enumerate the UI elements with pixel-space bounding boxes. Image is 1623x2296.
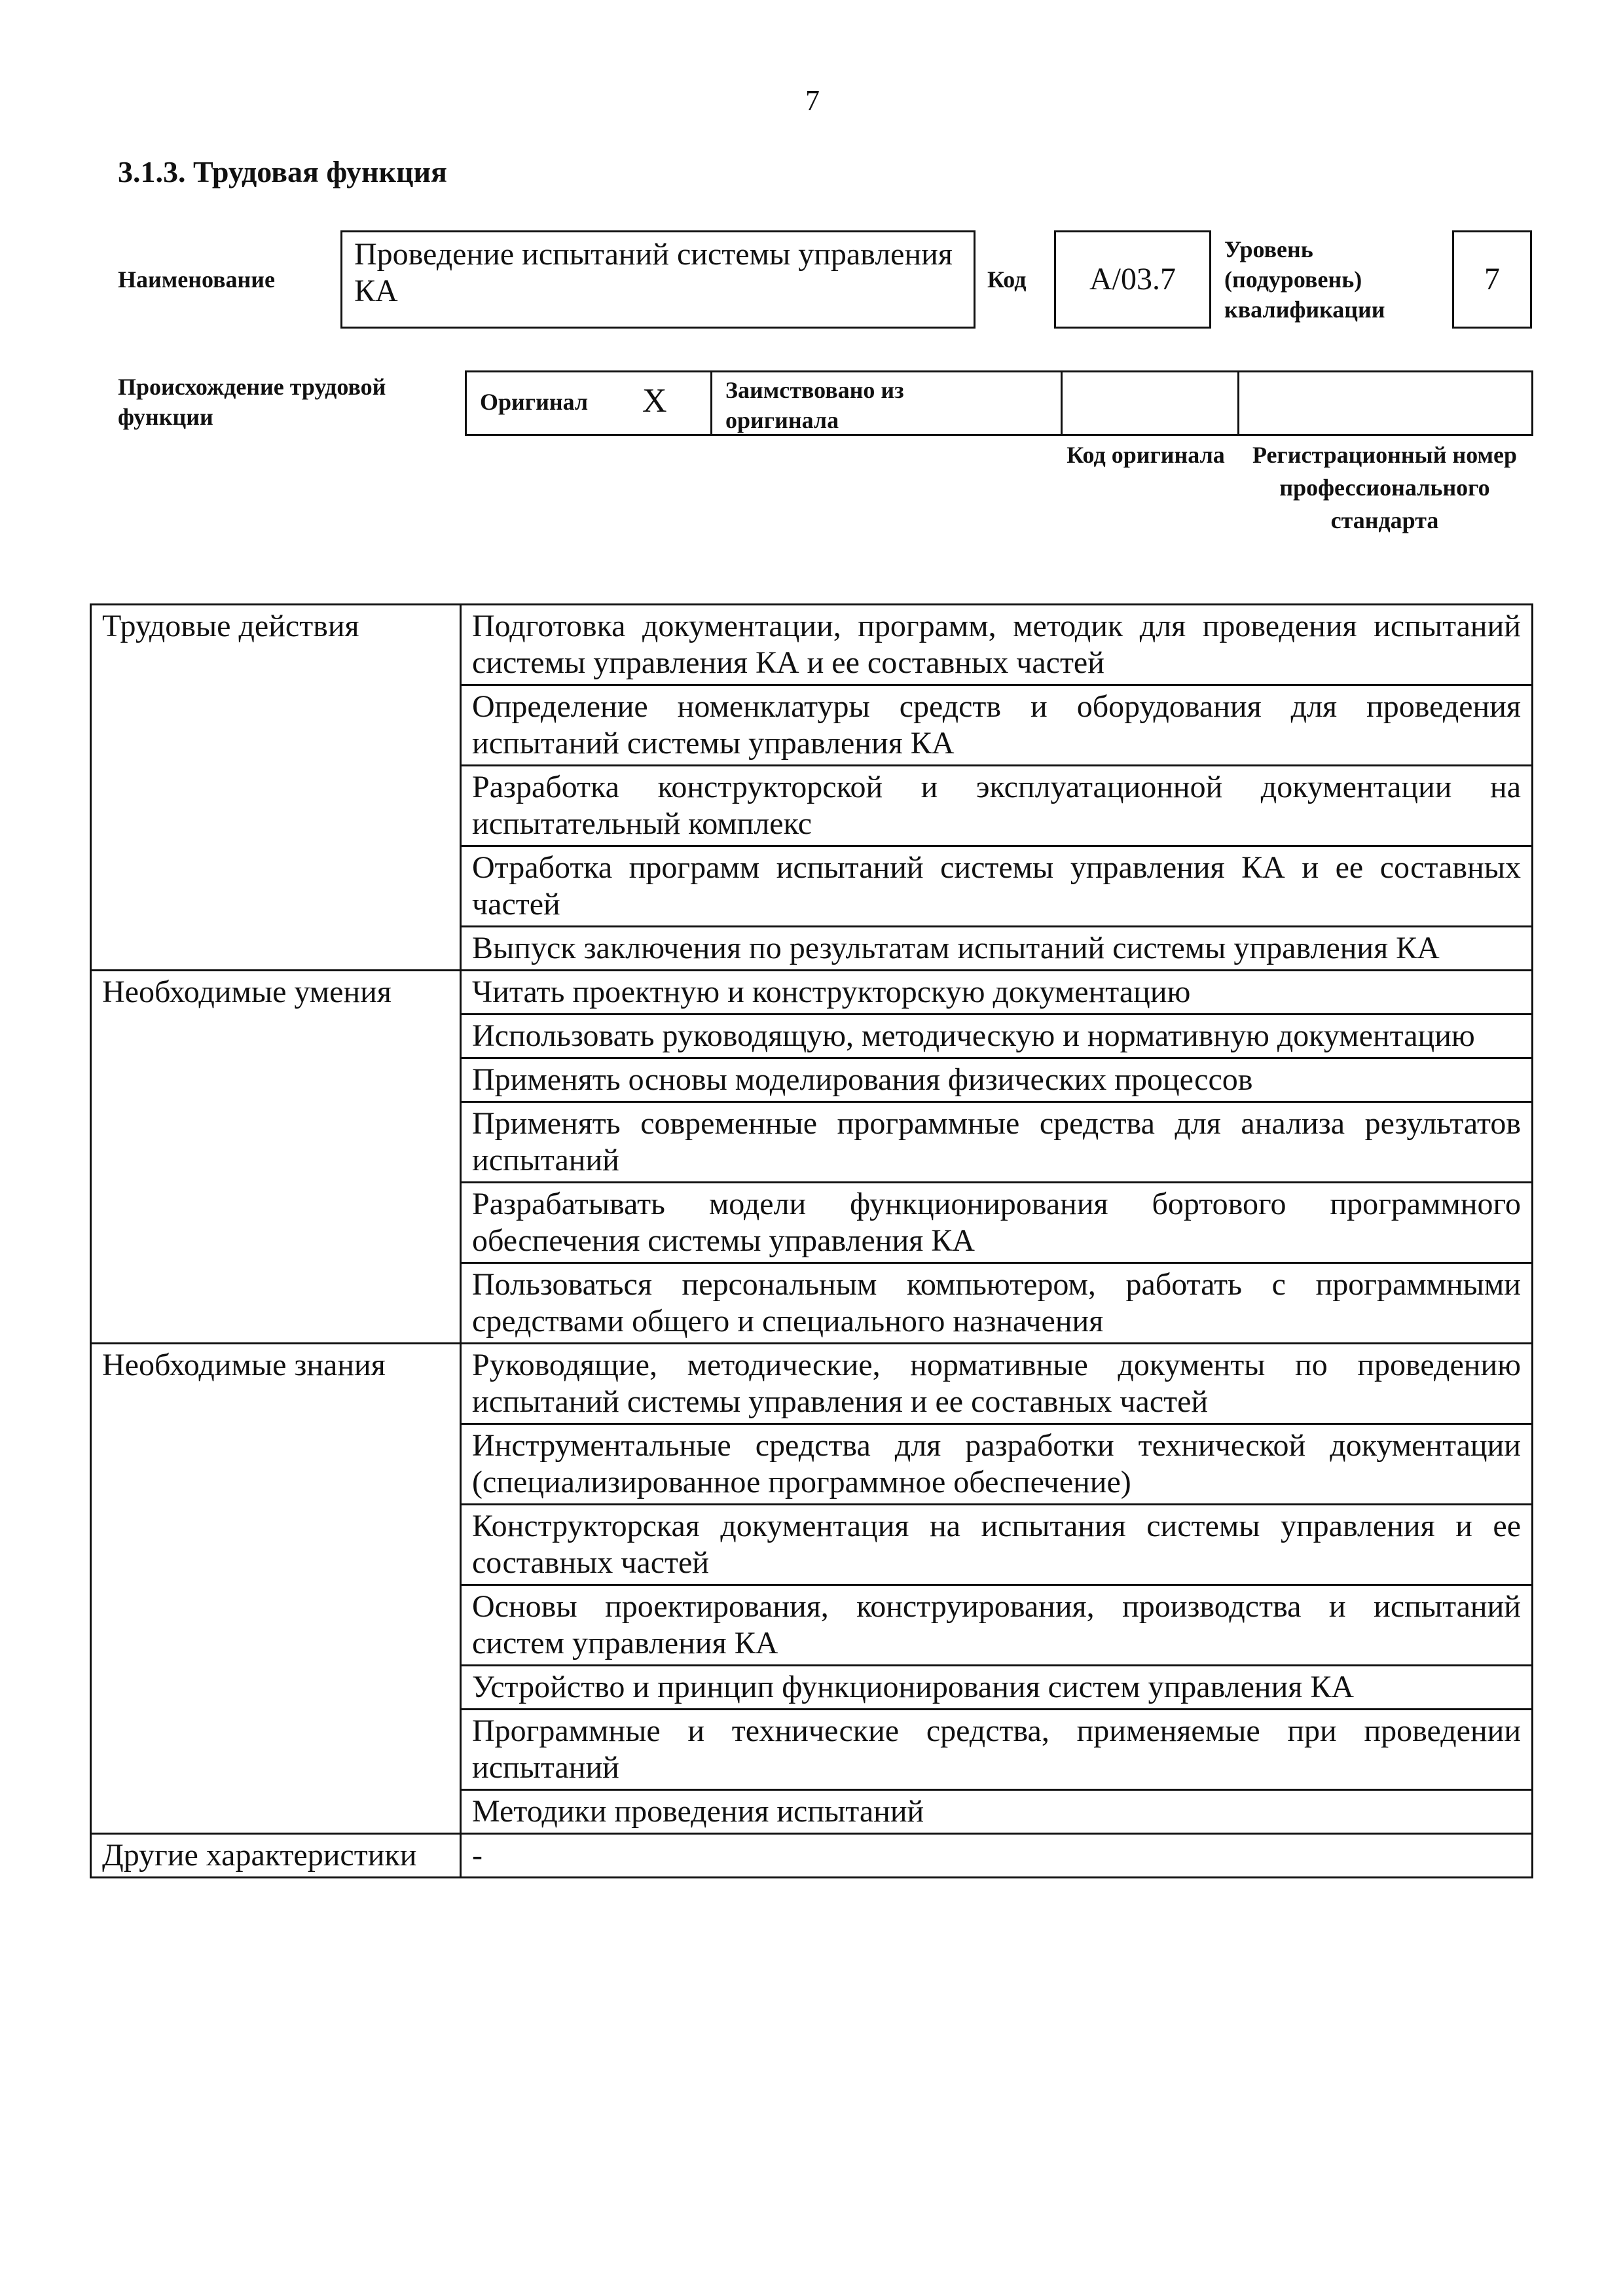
code-value: А/03.7	[1089, 262, 1176, 296]
other-label: Другие характеристики	[91, 1834, 461, 1878]
origin-label: Происхождение трудовой функции	[118, 374, 386, 430]
knowledge-item: Основы проектирования, конструирования, производства и испытаний систем управления КА	[461, 1585, 1533, 1666]
knowledge-item: Методики проведения испытаний	[461, 1790, 1533, 1834]
skill-item: Читать проектную и конструкторскую документацию	[461, 971, 1533, 1014]
action-item: Подготовка документации, программ, методик для проведения испытаний системы управления КА и ее составных частей	[461, 605, 1533, 685]
actions-label: Трудовые действия	[91, 605, 461, 971]
knowledge-item: Руководящие, методические, нормативные документы по проведению испытаний системы управления и ее составных частей	[461, 1344, 1533, 1424]
page-number: 7	[805, 84, 820, 117]
other-value: -	[461, 1834, 1533, 1878]
origin-code-cell	[1063, 372, 1239, 434]
table-row	[91, 1834, 1533, 1878]
original-mark: Х	[642, 382, 667, 420]
skill-item: Применять основы моделирования физических процессов	[461, 1058, 1533, 1102]
skill-item: Применять современные программные средства для анализа результатов испытаний	[461, 1102, 1533, 1183]
action-item: Разработка конструкторской и эксплуатационной документации на испытательный комплекс	[461, 766, 1533, 846]
knowledge-label: Необходимые знания	[91, 1344, 461, 1834]
origin-original-cell	[467, 372, 712, 434]
code-field	[1054, 230, 1211, 329]
function-table	[90, 603, 1533, 1878]
code-label: Код	[987, 266, 1027, 293]
knowledge-item: Инструментальные средства для разработки технической документации (специализированное программное обеспечение)	[461, 1424, 1533, 1505]
level-label: Уровень (подуровень) квалификации	[1224, 236, 1385, 323]
skill-item: Разрабатывать модели функционирования бортового программного обеспечения системы управления КА	[461, 1183, 1533, 1263]
level-value: 7	[1484, 262, 1500, 296]
knowledge-item: Программные и технические средства, применяемые при проведении испытаний	[461, 1710, 1533, 1790]
origin-borrowed-cell	[712, 372, 1063, 434]
action-item: Определение номенклатуры средств и оборудования для проведения испытаний системы управления КА	[461, 685, 1533, 766]
name-value: Проведение испытаний системы управления КА	[354, 237, 953, 308]
skills-label: Необходимые умения	[91, 971, 461, 1344]
table-row	[91, 971, 1533, 1014]
borrowed-label: Заимствовано из оригинала	[725, 377, 904, 433]
skill-item: Пользоваться персональным компьютером, работать с программными средствами общего и специального назначения	[461, 1263, 1533, 1344]
table-row	[91, 605, 1533, 685]
skill-item: Использовать руководящую, методическую и нормативную документацию	[461, 1014, 1533, 1058]
section-title: 3.1.3. Трудовая функция	[118, 155, 447, 188]
action-item: Отработка программ испытаний системы управления КА и ее составных частей	[461, 846, 1533, 927]
knowledge-item: Конструкторская документация на испытания системы управления и ее составных частей	[461, 1505, 1533, 1585]
original-label: Оригинал	[480, 389, 589, 415]
action-item: Выпуск заключения по результатам испытаний системы управления КА	[461, 927, 1533, 971]
knowledge-item: Устройство и принцип функционирования систем управления КА	[461, 1666, 1533, 1710]
origin-reg-cell	[1239, 372, 1531, 434]
name-label: Наименование	[118, 266, 275, 293]
name-field	[340, 230, 976, 329]
level-field	[1452, 230, 1532, 329]
registration-number-caption: Регистрационный номер профессионального стандарта	[1252, 442, 1518, 533]
original-code-caption: Код оригинала	[1067, 442, 1225, 468]
table-row	[91, 1344, 1533, 1424]
origin-row	[465, 370, 1533, 436]
